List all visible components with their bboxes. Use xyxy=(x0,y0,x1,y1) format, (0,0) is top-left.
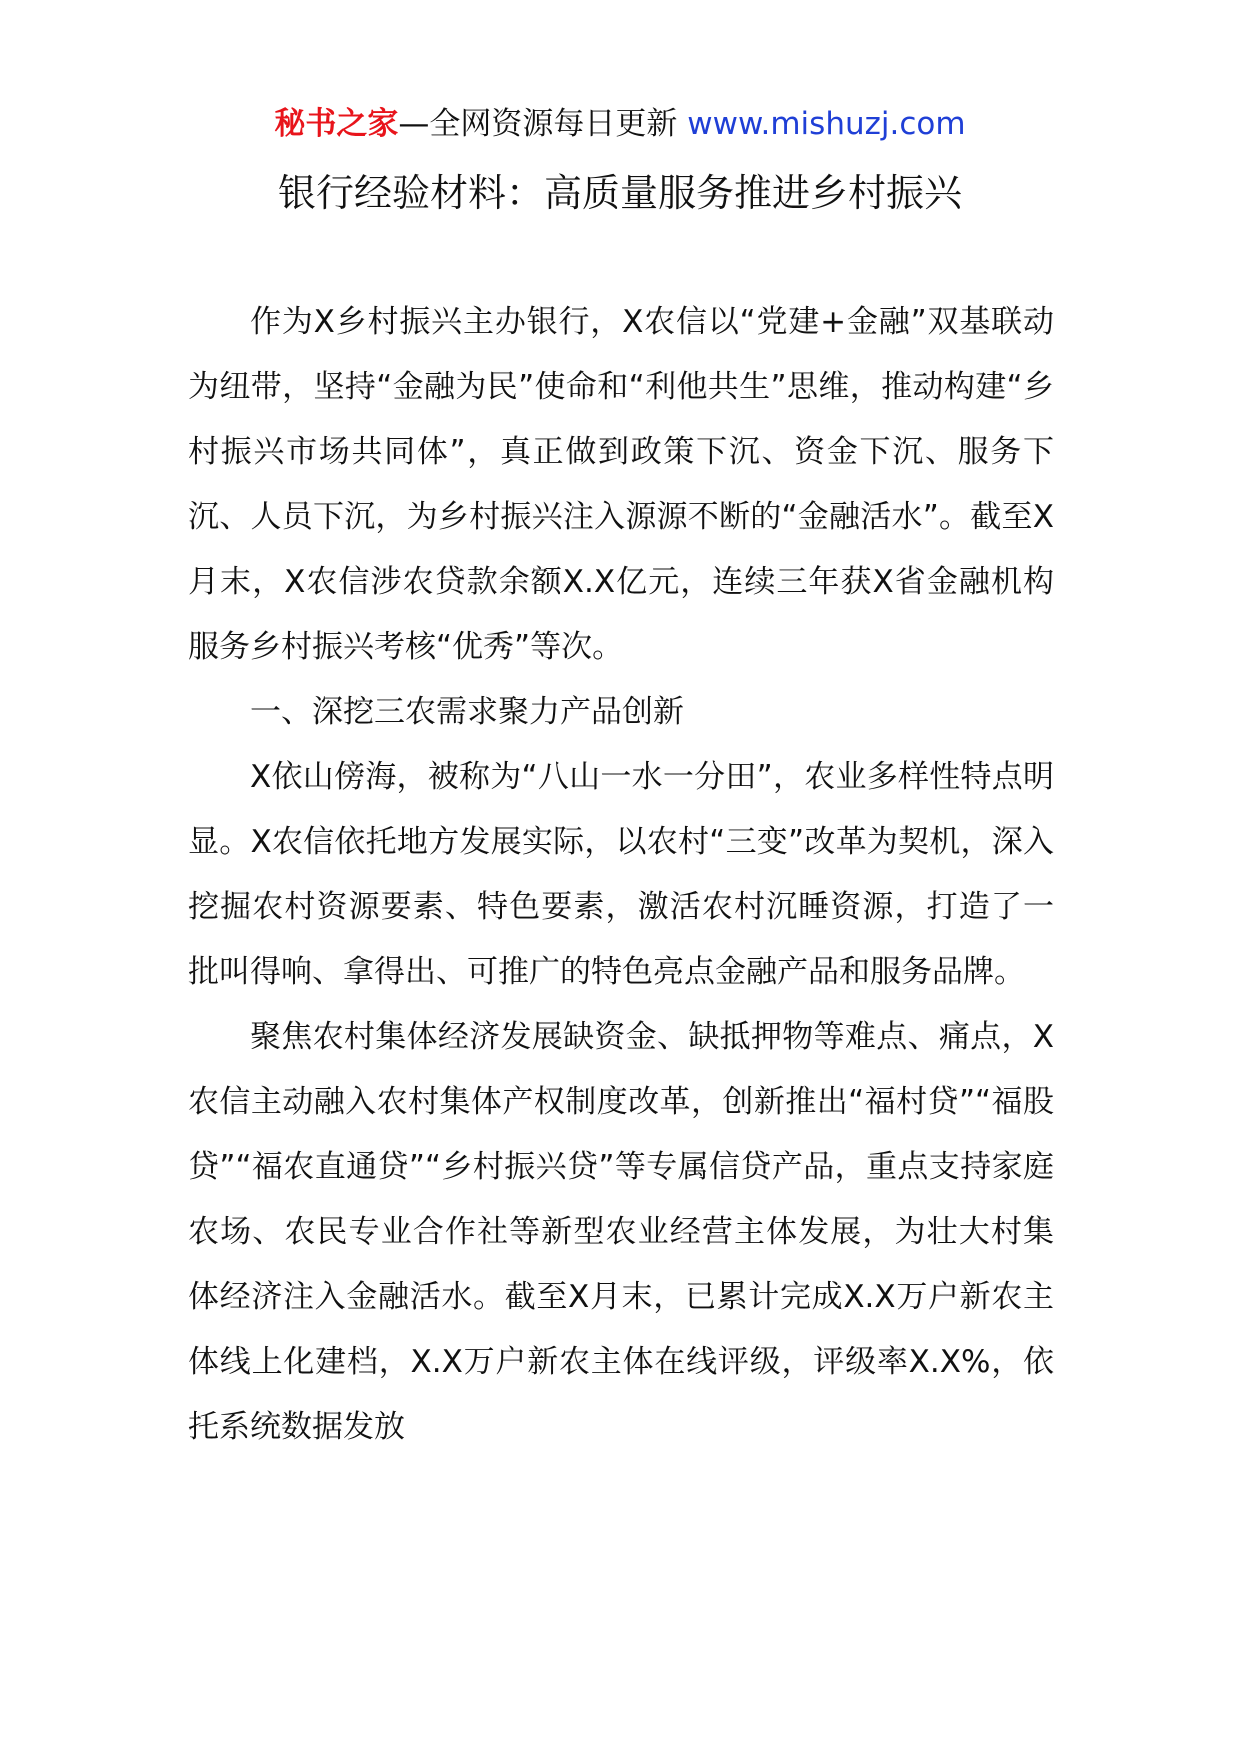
document-body xyxy=(188,290,1054,1460)
paragraph-background: X依山傍海，被称为“八山一水一分田”，农业多样性特点明显。X农信依托地方发展实际，以农村“三变”改革为契机，深入挖掘农村资源要素、特色要素，激活农村沉睡资源，打造了一批叫得响、拿得出、可推广的特色亮点金融产品和服务品牌。 xyxy=(188,759,1054,990)
site-header xyxy=(0,100,1240,148)
brand-name: 秘书之家 xyxy=(274,106,399,142)
document-title: 银行经验材料：高质量服务推进乡村振兴 xyxy=(277,171,962,215)
site-url-link[interactable]: www.mishuzj.com xyxy=(687,106,966,142)
paragraph-products: 聚焦农村集体经济发展缺资金、缺抵押物等难点、痛点，X农信主动融入农村集体产权制度改革，创新推出“福村贷”“福股贷”“福农直通贷”“乡村振兴贷”等专属信贷产品，重点支持家庭农场、农民专业合作社等新型农业经营主体发展，为壮大村集体经济注入金融活水。截至X月末，已累计完成X.X万户新农主体线上化建档，X.X万户新农主体在线评级，评级率X.X%，依托系统数据发放 xyxy=(188,1019,1054,1445)
header-tagline: —全网资源每日更新 xyxy=(398,106,678,142)
section-heading: 一、深挖三农需求聚力产品创新 xyxy=(250,694,684,730)
paragraph-intro: 作为X乡村振兴主办银行，X农信以“党建+金融”双基联动为纽带，坚持“金融为民”使命和“利他共生”思维，推动构建“乡村振兴市场共同体”，真正做到政策下沉、资金下沉、服务下沉、人员下沉，为乡村振兴注入源源不断的“金融活水”。截至X月末，X农信涉农贷款余额X.X亿元，连续三年获X省金融机构服务乡村振兴考核“优秀”等次。 xyxy=(188,304,1054,665)
